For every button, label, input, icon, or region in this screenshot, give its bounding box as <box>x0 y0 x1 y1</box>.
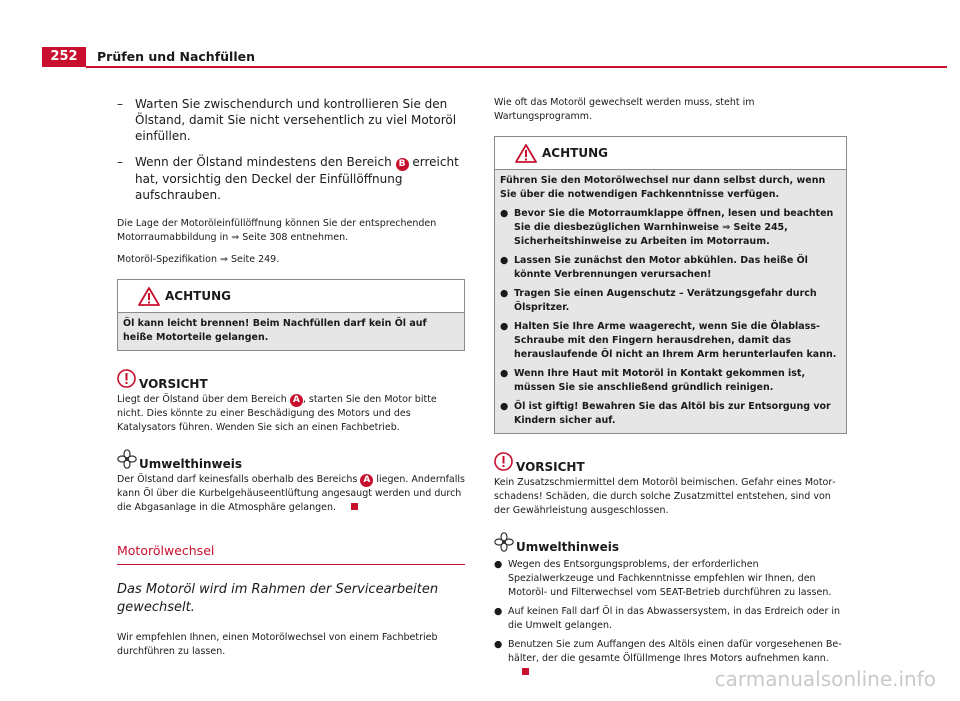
paragraph: Die Lage der Motoröleinfüllöffnung können Sie der entsprechenden Motorraumabbildung in ⇒ Seite 308 entnehmen. <box>117 218 437 243</box>
environment-text <box>117 473 465 515</box>
caution-text: Kein Zusatzschmiermittel dem Motoröl beimischen. Gefahr eines Motorschadens! Schäden, die durch solche Zusatzmittel entstehen, sind von der Gewährleistung ausgeschlossen. <box>494 477 836 516</box>
warning-bullet <box>500 367 841 395</box>
bullet-text: Wenn Ihre Haut mit Motoröl in Kontakt gekommen ist, müssen Sie sie anschließend gründlich reinigen. <box>514 368 806 393</box>
environment-bullet <box>494 558 847 600</box>
warning-triangle-icon <box>515 144 537 163</box>
warning-bullet <box>500 400 841 428</box>
environment-list <box>494 558 847 680</box>
right-column <box>494 96 847 685</box>
bullet-text: Auf keinen Fall darf Öl in das Abwassersystem, in das Erdreich oder in die Umwelt gelangen. <box>508 606 841 631</box>
environment-title: Umwelthinweis <box>139 457 243 471</box>
ref-marker-a: A <box>360 474 373 487</box>
caution-title: VORSICHT <box>139 377 208 391</box>
paragraph: Wie oft das Motoröl gewechselt werden muss, steht im Wartungsprogramm. <box>494 97 755 122</box>
warning-body <box>495 170 846 433</box>
bullet-text: Bevor Sie die Motorraumklappe öffnen, lesen und beachten Sie die diesbezüglichen Warnhinweise ⇒ Seite 245, Sicherheitshinweise zu Arbeiten im Motorraum. <box>514 208 834 247</box>
bullet-dot: ● <box>500 288 509 299</box>
warning-header <box>495 137 846 170</box>
watermark: carmanualsonline.info <box>714 667 936 691</box>
caution-text-part: Liegt der Ölstand über dem Bereich <box>117 394 287 405</box>
bullet-dot: ● <box>500 208 509 219</box>
warning-bullet <box>500 254 841 282</box>
warning-body <box>118 313 464 350</box>
bullet-dot: ● <box>500 368 509 379</box>
section-end-marker <box>351 503 358 510</box>
bullet-dot: ● <box>494 606 503 617</box>
warning-bullet <box>500 320 841 362</box>
warning-title: ACHTUNG <box>542 146 608 160</box>
warning-lead: Führen Sie den Motorölwechsel nur dann selbst durch, wenn Sie über die notwendigen Fachkenntnisse verfügen. <box>500 175 826 200</box>
warning-header <box>118 280 464 313</box>
section-subtitle: Das Motoröl wird im Rahmen der Servicearbeiten gewechselt. <box>117 582 439 615</box>
bullet-text: Benutzen Sie zum Auffangen des Altöls einen dafür vorgesehenen Behälter, der die gesamte Ölfüllmenge Ihres Motors aufnehmen kann. <box>508 639 842 664</box>
bullet-text: Halten Sie Ihre Arme waagerecht, wenn Sie die Ölablass-Schraube mit den Fingern herausdrehen, damit das herauslaufende Öl nicht an Ihrem Arm herunterlaufen kann. <box>514 321 837 360</box>
warning-box <box>117 279 465 351</box>
environment-text-part: Der Ölstand darf keinesfalls oberhalb des Bereichs <box>117 474 358 485</box>
bullet-text: Öl ist giftig! Bewahren Sie das Altöl bis zur Entsorgung vor Kindern sicher auf. <box>514 401 831 426</box>
warning-box <box>494 136 847 434</box>
caution-icon <box>494 452 513 471</box>
bullet-dot: ● <box>500 255 509 266</box>
bullet-dot: ● <box>500 321 509 332</box>
warning-bullet <box>500 207 841 249</box>
warning-bullet <box>500 287 841 315</box>
warning-text: Öl kann leicht brennen! Beim Nachfüllen darf kein Öl auf heiße Motorteile gelangen. <box>123 318 427 343</box>
step-text: erreicht hat, vorsichtig den Deckel der Einfüllöffnung aufschrauben. <box>135 155 459 202</box>
page-number: 252 <box>42 47 86 67</box>
caution-text-part: , starten Sie den Motor bitte nicht. Dies könnte zu einer Beschädigung des Motors und des Katalysators führen. Wenden Sie sich an einen Fachbetrieb. <box>117 394 437 433</box>
warning-triangle-icon <box>138 287 160 306</box>
caution-text <box>117 393 465 435</box>
ref-marker-a: A <box>290 394 303 407</box>
bullet-text: Lassen Sie zunächst den Motor abkühlen. Das heiße Öl könnte Verbrennungen verursachen! <box>514 255 808 280</box>
step-item <box>117 154 465 203</box>
environment-flower-icon <box>494 532 514 552</box>
environment-bullet <box>494 605 847 633</box>
warning-title: ACHTUNG <box>165 289 231 303</box>
environment-text-part: liegen. Andernfalls kann Öl über die Kurbelgehäuseentlüftung angesaugt werden und durch die Abgasanlage in die Atmosphäre gelangen. <box>117 474 465 513</box>
step-text: Wenn der Ölstand mindestens den Bereich <box>135 155 392 169</box>
paragraph: Motoröl-Spezifikation ⇒ Seite 249. <box>117 254 280 265</box>
environment-flower-icon <box>117 449 137 469</box>
environment-title: Umwelthinweis <box>516 540 620 554</box>
paragraph: Wir empfehlen Ihnen, einen Motorölwechsel von einem Fachbetrieb durchführen zu lassen. <box>117 632 438 657</box>
section-title: Motorölwechsel <box>117 543 465 565</box>
bullet-dot: ● <box>494 559 503 570</box>
environment-header <box>494 532 847 554</box>
environment-header <box>117 449 465 471</box>
bullet-text: Wegen des Entsorgungsproblems, der erforderlichen Spezialwerkzeuge und Fachkenntnisse empfehlen wir Ihnen, den Motoröl- und Filterwechsel vom SEAT-Betrieb durchführen zu lassen. <box>508 559 832 598</box>
bullet-dot: ● <box>500 401 509 412</box>
chapter-title: Prüfen und Nachfüllen <box>97 49 255 64</box>
bullet-dot: ● <box>494 639 503 650</box>
caution-title: VORSICHT <box>516 460 585 474</box>
caution-header <box>117 369 465 391</box>
left-column <box>117 96 465 667</box>
bullet-text: Tragen Sie einen Augenschutz – Verätzungsgefahr durch Ölspritzer. <box>514 288 817 313</box>
step-item: – Warten Sie zwischendurch und kontrollieren Sie den Ölstand, damit Sie nicht versehentlich zu viel Motoröl einfüllen. <box>117 96 465 144</box>
caution-icon <box>117 369 136 388</box>
section-end-marker <box>522 668 529 675</box>
caution-header <box>494 452 847 474</box>
ref-marker-b: B <box>396 158 409 171</box>
header-rule <box>86 66 947 68</box>
